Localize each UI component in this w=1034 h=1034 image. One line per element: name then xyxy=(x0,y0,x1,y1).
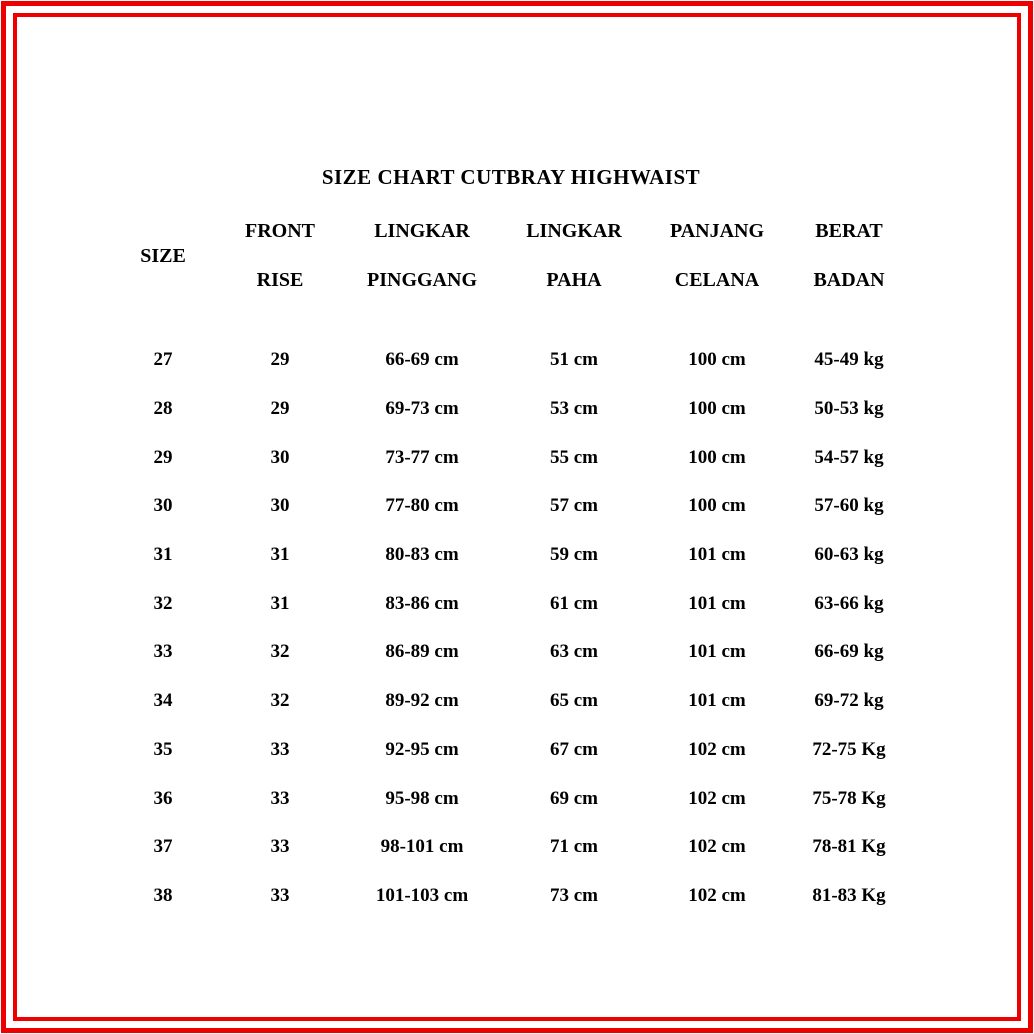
table-cell: 80-83 cm xyxy=(385,544,459,566)
table-cell: 29 xyxy=(270,398,290,420)
table-cell: 59 cm xyxy=(549,544,598,566)
column-header-line: FRONT xyxy=(245,220,315,242)
table-cell: 102 cm xyxy=(688,738,746,760)
table-cell: 30 xyxy=(153,495,173,517)
table-cell: 32 xyxy=(270,690,290,712)
table-cell: 50-53 kg xyxy=(814,398,884,420)
table-cell: 63-66 kg xyxy=(814,592,884,614)
table-row xyxy=(110,531,912,580)
table-cell: 33 xyxy=(270,884,290,906)
table-cell: 31 xyxy=(270,544,290,566)
table-cell: 81-83 Kg xyxy=(812,884,886,906)
table-cell: 66-69 kg xyxy=(814,641,884,663)
table-cell: 31 xyxy=(270,592,290,614)
table-cell: 101 cm xyxy=(688,641,746,663)
table-cell: 100 cm xyxy=(688,398,746,420)
table-cell: 65 cm xyxy=(549,690,598,712)
table-cell: 38 xyxy=(153,884,173,906)
column-header-line: PANJANG xyxy=(669,220,765,242)
table-cell: 101-103 cm xyxy=(375,884,469,906)
column-header-line: PINGGANG xyxy=(367,269,477,291)
table-cell: 102 cm xyxy=(688,787,746,809)
column-header-front-rise xyxy=(216,207,344,305)
table-row xyxy=(110,872,912,921)
table-cell: 102 cm xyxy=(688,836,746,858)
table-row xyxy=(110,823,912,872)
table-cell: 30 xyxy=(270,495,290,517)
table-cell: 78-81 Kg xyxy=(812,836,886,858)
table-cell: 98-101 cm xyxy=(380,836,464,858)
table-header xyxy=(110,207,912,305)
table-cell: 53 cm xyxy=(549,398,598,420)
table-cell: 73-77 cm xyxy=(385,446,459,468)
column-header-line: LINGKAR xyxy=(526,220,622,242)
table-cell: 101 cm xyxy=(688,544,746,566)
column-header-line: CELANA xyxy=(674,269,760,291)
table-row xyxy=(110,385,912,434)
table-cell: 60-63 kg xyxy=(814,544,884,566)
table-row xyxy=(110,433,912,482)
table-cell: 101 cm xyxy=(688,690,746,712)
table-cell: 32 xyxy=(153,592,173,614)
column-header-line: PAHA xyxy=(546,269,602,291)
table-cell: 31 xyxy=(153,544,173,566)
table-cell: 33 xyxy=(270,836,290,858)
column-header-size xyxy=(110,207,216,305)
table-cell: 102 cm xyxy=(688,884,746,906)
table-cell: 61 cm xyxy=(549,592,598,614)
table-cell: 33 xyxy=(270,787,290,809)
table-cell: 71 cm xyxy=(549,836,598,858)
table-row xyxy=(110,579,912,628)
table-row xyxy=(110,774,912,823)
table-cell: 35 xyxy=(153,738,173,760)
table-cell: 100 cm xyxy=(688,349,746,371)
table-cell: 51 cm xyxy=(549,349,598,371)
table-cell: 101 cm xyxy=(688,592,746,614)
table-cell: 83-86 cm xyxy=(385,592,459,614)
table-cell: 89-92 cm xyxy=(385,690,459,712)
column-header-line: SIZE xyxy=(140,244,186,267)
table-cell: 66-69 cm xyxy=(385,349,459,371)
table-cell: 32 xyxy=(270,641,290,663)
table-row xyxy=(110,482,912,531)
table-cell: 33 xyxy=(270,738,290,760)
table-cell: 57-60 kg xyxy=(814,495,884,517)
table-cell: 100 cm xyxy=(688,495,746,517)
table-cell: 73 cm xyxy=(549,884,598,906)
table-cell: 29 xyxy=(153,446,173,468)
table-body xyxy=(110,336,912,920)
table-cell: 27 xyxy=(153,349,173,371)
table-cell: 92-95 cm xyxy=(385,738,459,760)
column-header-line: BADAN xyxy=(813,269,885,291)
column-header-line: BERAT xyxy=(815,220,883,242)
table-row xyxy=(110,677,912,726)
column-header-berat-badan xyxy=(786,207,912,305)
table-row xyxy=(110,336,912,385)
table-cell: 69 cm xyxy=(549,787,598,809)
table-cell: 72-75 Kg xyxy=(812,738,886,760)
table-row xyxy=(110,726,912,775)
column-header-panjang-celana xyxy=(648,207,786,305)
table-cell: 45-49 kg xyxy=(814,349,884,371)
table-cell: 55 cm xyxy=(549,446,598,468)
table-cell: 33 xyxy=(153,641,173,663)
table-cell: 29 xyxy=(270,349,290,371)
column-header-lingkar-paha xyxy=(500,207,648,305)
table-cell: 75-78 Kg xyxy=(812,787,886,809)
page-title: SIZE CHART CUTBRAY HIGHWAIST xyxy=(321,165,701,189)
table-cell: 28 xyxy=(153,398,173,420)
table-cell: 63 cm xyxy=(549,641,598,663)
table-cell: 34 xyxy=(153,690,173,712)
table-cell: 67 cm xyxy=(549,738,598,760)
table-cell: 77-80 cm xyxy=(385,495,459,517)
table-cell: 57 cm xyxy=(549,495,598,517)
column-header-line: LINGKAR xyxy=(374,220,470,242)
table-cell: 54-57 kg xyxy=(814,446,884,468)
table-cell: 30 xyxy=(270,446,290,468)
table-row xyxy=(110,628,912,677)
table-cell: 95-98 cm xyxy=(385,787,459,809)
table-cell: 69-73 cm xyxy=(385,398,459,420)
table-cell: 69-72 kg xyxy=(814,690,884,712)
table-cell: 37 xyxy=(153,836,173,858)
table-cell: 36 xyxy=(153,787,173,809)
column-header-lingkar-pinggang xyxy=(344,207,500,305)
table-cell: 100 cm xyxy=(688,446,746,468)
column-header-line: RISE xyxy=(256,269,304,291)
table-cell: 86-89 cm xyxy=(385,641,459,663)
